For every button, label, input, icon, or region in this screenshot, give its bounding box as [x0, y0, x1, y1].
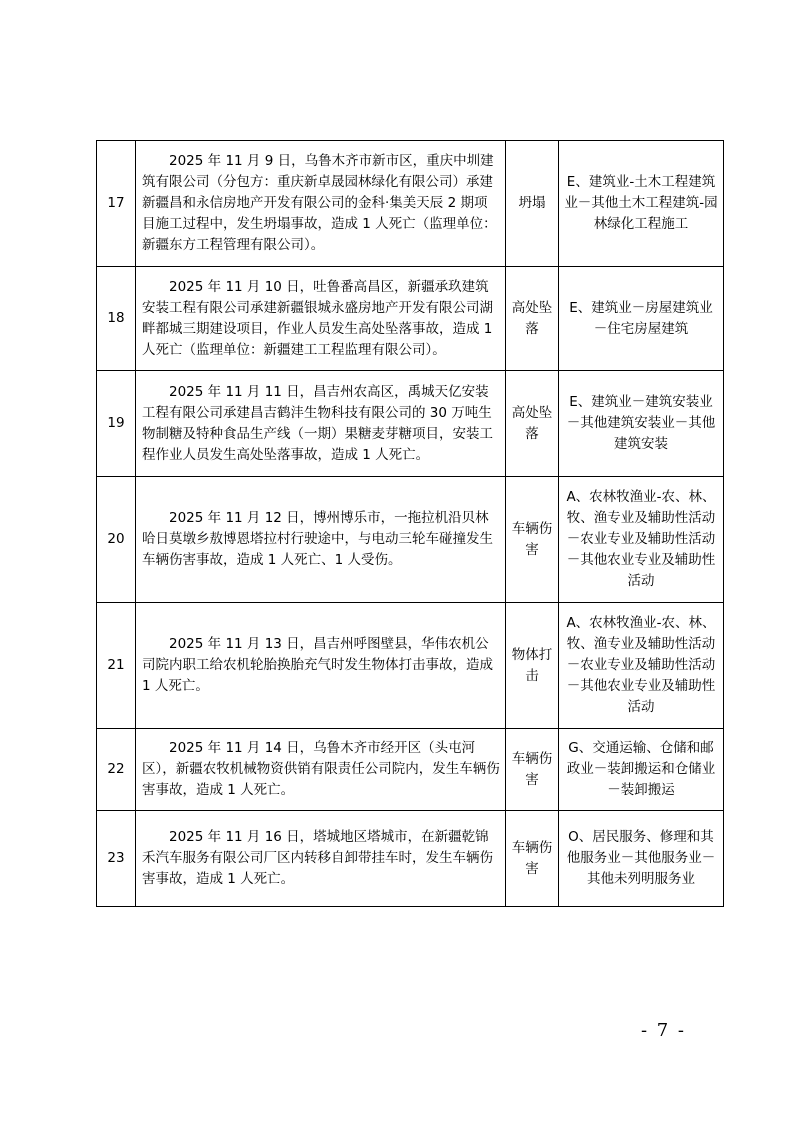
description-text: 2025 年 11 月 12 日，博州博乐市，一拖拉机沿贝林哈日莫墩乡敖博恩塔拉村行驶途中，与电动三轮车碰撞发生车辆伤害事故，造成 1 人死亡、1 人受伤。: [142, 510, 493, 568]
description-cell: [136, 371, 506, 477]
accident-type-text: 坍塌: [518, 195, 546, 211]
description-text: 2025 年 11 月 11 日，昌吉州农高区，禹城天亿安装工程有限公司承建昌吉鹤沣生物科技有限公司的 30 万吨生物制糖及特种食品生产线（一期）果糖麦芽糖项目，安装工程作业人员发生高处坠落事故，造成 1 人死亡。: [142, 383, 493, 463]
accident-table-body: [97, 141, 724, 907]
row-number-cell: 23: [97, 811, 136, 907]
description-cell: [136, 267, 506, 371]
accident-type-cell: [506, 141, 559, 267]
row-number-cell: 20: [97, 477, 136, 603]
row-number-cell: 21: [97, 603, 136, 729]
page-number: - 7 -: [640, 1020, 686, 1041]
accident-type-cell: [506, 371, 559, 477]
description-text: 2025 年 11 月 10 日，吐鲁番高昌区，新疆承玖建筑安装工程有限公司承建新疆银城永盛房地产开发有限公司湖畔都城三期建设项目，作业人员发生高处坠落事故，造成 1 人死亡（监理单位：新疆建工工程监理有限公司）。: [142, 278, 493, 358]
description-text: 2025 年 11 月 16 日，塔城地区塔城市，在新疆乾锦禾汽车服务有限公司厂区内转移自卸带挂车时，发生车辆伤害事故，造成 1 人死亡。: [142, 829, 493, 887]
table-row: [97, 267, 724, 371]
accident-type-text: 车辆伤害: [511, 750, 553, 788]
description-cell: [136, 603, 506, 729]
table-row: [97, 603, 724, 729]
table-row: [97, 811, 724, 907]
row-number-cell: 17: [97, 141, 136, 267]
industry-cell: [559, 729, 724, 811]
accident-type-cell: [506, 729, 559, 811]
accident-type-text: 高处坠落: [511, 404, 553, 442]
description-text: 2025 年 11 月 13 日，昌吉州呼图壁县，华伟农机公司院内职工给农机轮胎换胎充气时发生物体打击事故，造成 1 人死亡。: [142, 636, 493, 694]
industry-cell: [559, 267, 724, 371]
industry-cell: [559, 141, 724, 267]
accident-type-text: 车辆伤害: [511, 839, 553, 877]
description-text: 2025 年 11 月 14 日，乌鲁木齐市经开区（头屯河区），新疆农牧机械物资供销有限责任公司院内，发生车辆伤害事故，造成 1 人死亡。: [142, 740, 500, 798]
accident-type-cell: [506, 477, 559, 603]
description-cell: [136, 477, 506, 603]
industry-text: G、交通运输、仓储和邮政业－装卸搬运和仓储业－装卸搬运: [566, 740, 716, 798]
accident-type-cell: [506, 811, 559, 907]
table-row: [97, 729, 724, 811]
description-cell: [136, 811, 506, 907]
accident-type-cell: [506, 267, 559, 371]
table-row: [97, 371, 724, 477]
industry-cell: [559, 811, 724, 907]
industry-text: A、农林牧渔业-农、林、牧、渔专业及辅助性活动－农业专业及辅助性活动－其他农业专业及辅助性活动: [566, 615, 716, 715]
row-number-cell: 18: [97, 267, 136, 371]
description-cell: [136, 141, 506, 267]
industry-text: E、建筑业－建筑安装业－其他建筑安装业－其他建筑安装: [566, 394, 716, 452]
industry-cell: [559, 603, 724, 729]
industry-text: O、居民服务、修理和其他服务业－其他服务业－其他未列明服务业: [566, 829, 716, 887]
accident-type-text: 车辆伤害: [511, 520, 553, 558]
description-cell: [136, 729, 506, 811]
accident-type-cell: [506, 603, 559, 729]
industry-text: A、农林牧渔业-农、林、牧、渔专业及辅助性活动－农业专业及辅助性活动－其他农业专业及辅助性活动: [566, 489, 716, 589]
row-number-cell: 19: [97, 371, 136, 477]
table-row: [97, 141, 724, 267]
industry-text: E、建筑业-土木工程建筑业－其他土木工程建筑-园林绿化工程施工: [564, 174, 718, 232]
accident-type-text: 物体打击: [511, 646, 553, 684]
accident-table: [96, 140, 724, 907]
accident-type-text: 高处坠落: [511, 299, 553, 337]
table-row: [97, 477, 724, 603]
row-number-cell: 22: [97, 729, 136, 811]
industry-cell: [559, 371, 724, 477]
industry-text: E、建筑业－房屋建筑业－住宅房屋建筑: [569, 299, 713, 337]
description-text: 2025 年 11 月 9 日，乌鲁木齐市新市区，重庆中圳建筑有限公司（分包方：重庆新卓晟园林绿化有限公司）承建新疆昌和永信房地产开发有限公司的金科·集美天辰 2 期项目施工过程中，发生坍塌事故，造成 1 人死亡（监理单位：新疆东方工程管理有限公司）。: [142, 153, 497, 253]
industry-cell: [559, 477, 724, 603]
